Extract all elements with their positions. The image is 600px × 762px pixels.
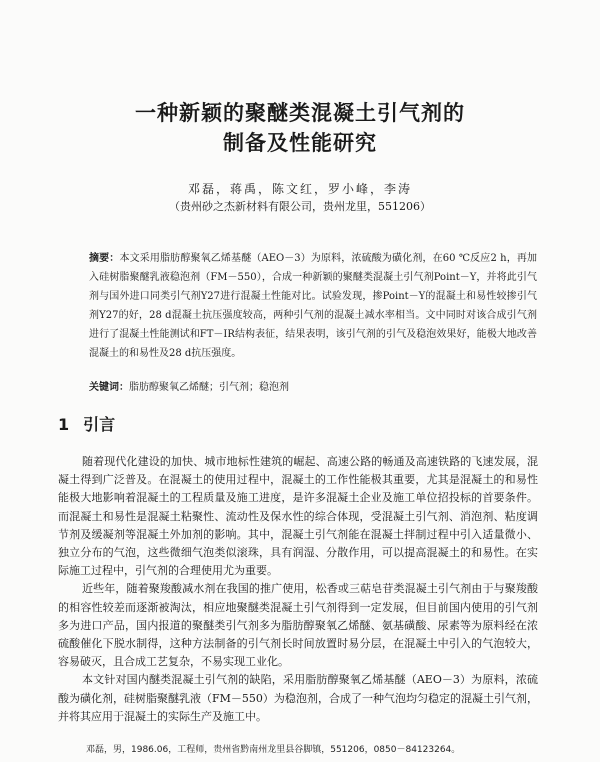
paper-title (0, 98, 600, 158)
abstract (89, 249, 537, 363)
author-list: 邓磊，蒋禹，陈文红，罗小峰，李涛 (187, 182, 412, 196)
title-line-1: 一种新颖的聚醚类混凝土引气剂的 (135, 101, 465, 125)
keywords (89, 378, 537, 393)
paragraph: 近些年，随着聚羧酸减水剂在我国的推广使用，松香或三萜皂苷类混凝土引气剂由于与聚羧酸的相容性较差而逐渐被淘汰，相应地聚醚类混凝土引气剂得到一定发展，但目前国内使用的引气剂多为进口产品，国内报道的聚醚类引气剂多为脂肪醇聚氧乙烯醚、氨基磺酸、尿素等为原料经在浓硫酸催化下脱水制得，这种方法制备的引气剂长时间放置时易分层，在混凝土中引入的气泡较大，容易破灭，且合成工艺复杂，不易实现工业化。 (58, 582, 538, 669)
paragraph: 本文针对国内醚类混凝土引气剂的缺陷，采用脂肪醇聚氧乙烯基醚（AEO－3）为原料，浓硫酸为磺化剂，硅树脂聚醚乳液（FM－550）为稳泡剂，合成了一种气泡均匀稳定的混凝土引气剂，并将其应用于混凝土的实际生产及施工中。 (58, 673, 538, 723)
title-line-2: 制备及性能研究 (223, 131, 377, 155)
section-title: 引言 (83, 415, 116, 434)
keywords-label: 关键词： (89, 382, 129, 393)
body-text (58, 453, 538, 726)
paragraph: 随着现代化建设的加快、城市地标性建筑的崛起、高速公路的畅通及高速铁路的飞速发展，混凝土得到广泛普及。在混凝土的使用过程中，混凝土的工作性能极其重要，尤其是混凝土的和易性能极大地影响着混凝土的工程质量及施工进度，是许多混凝土企业及施工单位招投标的首要条件。而混凝土和易性是混凝土粘聚性、流动性及保水性的综合体现，受混凝土引气剂、消泡剂、粘度调节剂及缓凝剂等混凝土外加剂的影响。其中，混凝土引气剂能在混凝土拌制过程中引入适量微小、独立分布的气泡，这些微细气泡类似滚珠，具有润湿、分散作用，可以提高混凝土的和易性。在实际施工过程中，引气剂的合理使用尤为重要。 (58, 455, 538, 578)
section-heading (58, 412, 115, 435)
abstract-text: 本文采用脂肪醇聚氧乙烯基醚（AEO－3）为原料，浓硫酸为磺化剂，在60 ℃反应2 h，再加入硅树脂聚醚乳液稳泡剂（FM－550），合成一种新颖的聚醚类混凝土引气剂Point－Y，并将此引气剂与国外进口同类引气剂Y27进行混凝土性能对比。试验发现，掺Point－Y的混凝土和易性较掺引气剂Y27的好，28 d混凝土抗压强度较高，两种引气剂的混凝土减水率相当。文中同时对该合成引气剂进行了混凝土性能测试和FT－IR结构表征，结果表明，该引气剂的引气及稳泡效果好，能极大地改善混凝土的和易性及28 d抗压强度。 (89, 253, 538, 359)
keywords-text: 脂肪醇聚氧乙烯醚；引气剂；稳泡剂 (129, 382, 289, 393)
abstract-label: 摘要： (89, 253, 120, 264)
footnote: 邓磊，男，1986.06，工程师，贵州省黔南州龙里县谷脚镇，551206，0850－84123264。 (86, 745, 461, 755)
section-number: 1 (58, 415, 70, 434)
affiliation: （贵州砂之杰新材料有限公司，贵州龙里，551206） (169, 200, 431, 213)
